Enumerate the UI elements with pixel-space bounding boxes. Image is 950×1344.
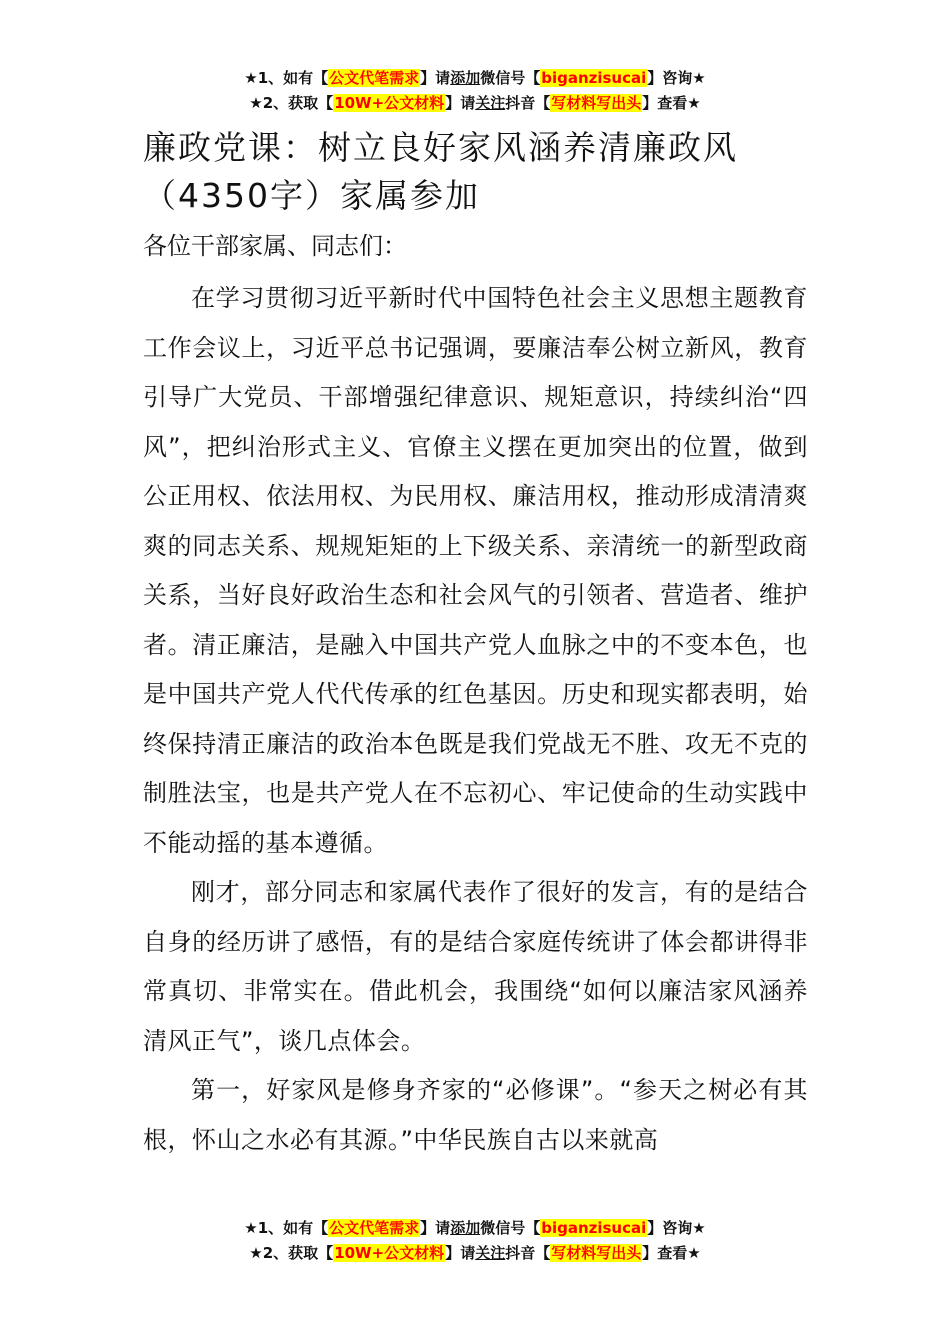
banner-text: 微信号【 <box>480 69 541 87</box>
banner-highlight: 10W+公文材料 <box>334 1244 445 1262</box>
banner-line-1 <box>0 1216 950 1241</box>
banner-text: 】查看★ <box>642 1244 701 1262</box>
banner-highlight: 写材料写出头 <box>551 1244 642 1262</box>
banner-line-2 <box>0 91 950 116</box>
banner-line-2 <box>0 1241 950 1266</box>
document-title: 廉政党课：树立良好家风涵养清廉政风（4350字）家属参加 <box>143 128 738 215</box>
banner-highlight: biganzisucai <box>541 1219 647 1237</box>
banner-text: 】请 <box>420 1219 451 1237</box>
banner-text: 抖音【 <box>505 94 551 112</box>
banner-text: 】请 <box>445 94 476 112</box>
banner-text: 】请 <box>445 1244 476 1262</box>
banner-highlight: biganzisucai <box>541 69 647 87</box>
banner-text: 】查看★ <box>642 94 701 112</box>
banner-text: 抖音【 <box>505 1244 551 1262</box>
banner-highlight: 10W+公文材料 <box>334 94 445 112</box>
paragraph: 在学习贯彻习近平新时代中国特色社会主义思想主题教育工作会议上，习近平总书记强调，要廉洁奉公树立新风，教育引导广大党员、干部增强纪律意识、规矩意识，持续纠治“四风”，把纠治形式主义、官僚主义摆在更加突出的位置，做到公正用权、依法用权、为民用权、廉洁用权，推动形成清清爽爽的同志关系、规规矩矩的上下级关系、亲清统一的新型政商关系，当好良好政治生态和社会风气的引领者、营造者、维护者。清正廉洁，是融入中国共产党人血脉之中的不变本色，也是中国共产党人代代传承的红色基因。历史和现实都表明，始终保持清正廉洁的政治本色既是我们党战无不胜、攻无不克的制胜法宝，也是共产党人在不忘初心、牢记使命的生动实践中不能动摇的基本遵循。 <box>143 284 808 857</box>
banner-text: ★1、如有【 <box>244 69 329 87</box>
paragraph: 第一，好家风是修身齐家的“必修课”。“参天之树必有其根，怀山之水必有其源。”中华民族自古以来就高 <box>143 1076 808 1154</box>
banner-text: 】咨询★ <box>647 1219 706 1237</box>
footer-banner <box>0 1216 950 1266</box>
paragraph: 刚才，部分同志和家属代表作了很好的发言，有的是结合自身的经历讲了感悟，有的是结合家庭传统讲了体会都讲得非常真切、非常实在。借此机会，我围绕“如何以廉洁家风涵养清风正气”，谈几点体会。 <box>143 878 808 1055</box>
banner-text: ★2、获取【 <box>249 1244 334 1262</box>
banner-text: 】请 <box>420 69 451 87</box>
document-body <box>143 274 808 1165</box>
banner-underline: 添加 <box>450 69 481 87</box>
banner-line-1 <box>0 66 950 91</box>
banner-text: ★2、获取【 <box>249 94 334 112</box>
banner-highlight: 公文代笔需求 <box>329 1219 420 1237</box>
banner-text: ★1、如有【 <box>244 1219 329 1237</box>
banner-highlight: 公文代笔需求 <box>329 69 420 87</box>
greeting: 各位干部家属、同志们： <box>143 232 407 260</box>
banner-text: 微信号【 <box>480 1219 541 1237</box>
banner-highlight: 写材料写出头 <box>551 94 642 112</box>
banner-text: 】咨询★ <box>647 69 706 87</box>
header-banner <box>0 66 950 116</box>
banner-underline: 添加 <box>450 1219 481 1237</box>
banner-underline: 关注 <box>475 1244 506 1262</box>
banner-underline: 关注 <box>475 94 506 112</box>
